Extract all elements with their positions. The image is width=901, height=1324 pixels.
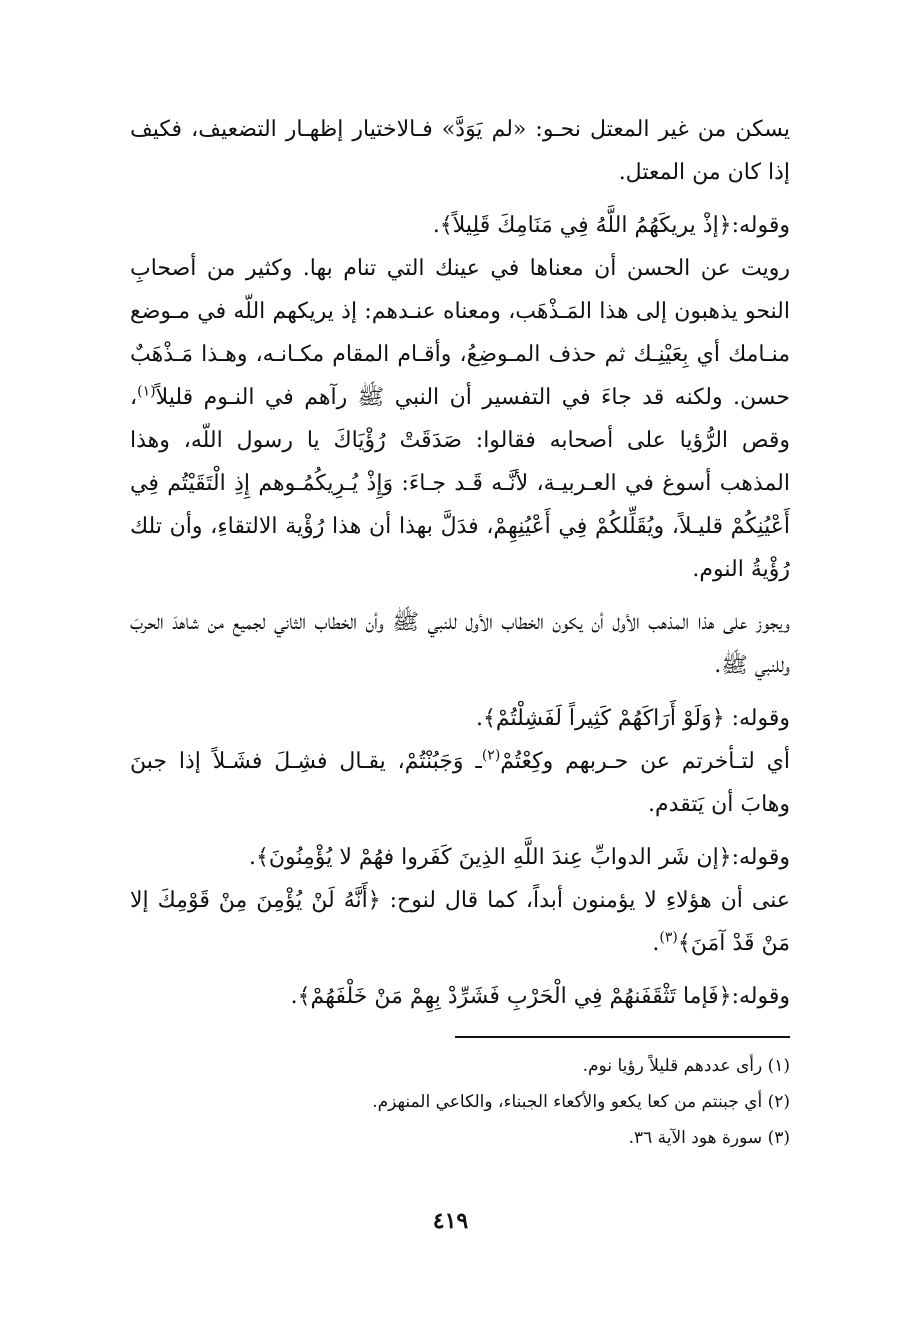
paragraph-text: أي لتـأخرتم عن حـربهم وكِعْتُمْ — [500, 749, 790, 774]
footnote-3: (٣) سورة هود الآية ٣٦. — [628, 1128, 790, 1148]
paragraph-text: ، وقص الرُّؤيا على أصحابه فقالوا: صَدَقَتْ رُؤْيَاكَ يا رسول اللّه، وهذا المذهب أسوغ في العـربيـة، لأنَّـه قَـد جـاءَ: وَإِذْ يُـرِيكُمُـوهم إِذِ الْتَقَيْتُم فِي أَعْيُنِكُمْ قليـلاً، ويُقَلِّلكُمْ فِي أَعْيُنِهِمْ، فدَلَّ بهذا أن هذا رُؤْية الالتقاءِ، وأن تلك رُؤْيةُ النوم. — [130, 385, 790, 582]
paragraph: يسكن من غير المعتل نحـو: «لم يَوَدَّ» فـالاختيار إظهـار التضعيف، فكيف إذا كان من المعتل. — [130, 117, 790, 185]
paragraph — [130, 879, 790, 965]
paragraph — [130, 247, 790, 591]
footnote-ref-1[interactable]: (١) — [137, 383, 156, 400]
paragraph: وقوله:﴿إن شَر الدوابِّ عِندَ اللَّهِ الذِينَ كَفَروا فهُمْ لا يُؤْمِنُونَ﴾. — [249, 845, 790, 870]
footnote-ref-2[interactable]: (٢) — [481, 747, 501, 764]
page-number: ٤١٩ — [432, 1208, 469, 1234]
paragraph-text: رويت عن الحسن أن معناها في عينك التي تنام بها. وكثير من أصحابِ النحو يذهبون إلى هذا المَـذْهَب، ومعناه عنـدهم: إذ يريكهم اللّه في مـوضع منـامك أي بِعَيْنِـك ثم حذف المـوضِعُ، وأقـام المقام مكـانـه، وهـذا مَـذْهَبٌ حسن. ولكنه قد جاءَ في التفسير أن النبي ﷺ رآهم في النـوم قليلاً — [130, 256, 790, 410]
footnote-ref-3[interactable]: (٣) — [659, 929, 678, 946]
paragraph: ويجوز على هذا المذهب الأول أن يكون الخطاب الأول للنبي ﷺ وأن الخطاب الثاني لجميع من شاهدَ الحربَ وللنبي ﷺ. — [130, 610, 790, 678]
footnotes — [130, 1048, 790, 1156]
paragraph-text: عنى أن هؤلاءِ لا يؤمنون أبداً، كما قال لنوح: ﴿أَنَّهُ لَنْ يُؤْمِنَ مِنْ قَوْمِكَ إلا مَنْ قَدْ آمَنَ﴾ — [130, 888, 790, 956]
footnote-2: (٢) أي جبنتم من كعا يكعو والأكعاء الجبناء، والكاعي المنهزم. — [372, 1092, 790, 1112]
paragraph-text: . — [652, 931, 660, 956]
paragraph: وقوله:﴿فَإما تَثْقَفَنهُمْ فِي الْحَرْبِ فَشَرِّدْ بِهِمْ مَنْ خَلْفَهُمْ﴾. — [290, 984, 790, 1009]
paragraph-text: ـ وَجَبُنْتُمْ، يقـال فشِـلَ فشَـلاً إذا جبنَ وهابَ أن يَتقدم. — [130, 749, 790, 817]
paragraph: وقوله: ﴿وَلَوْ أَرَاكَهُمْ كَثِيراً لَفَشِلْتُمْ﴾. — [476, 706, 790, 731]
footnote-1: (١) رأى عددهم قليلاً رؤيا نوم. — [582, 1056, 790, 1076]
main-text — [130, 108, 790, 1018]
footnote-divider — [455, 1036, 790, 1038]
paragraph — [130, 740, 790, 826]
paragraph: وقوله:﴿إذْ يريكَهُمُ اللَّهُ فِي مَنَامِكَ قَلِيلاً﴾. — [432, 213, 790, 238]
